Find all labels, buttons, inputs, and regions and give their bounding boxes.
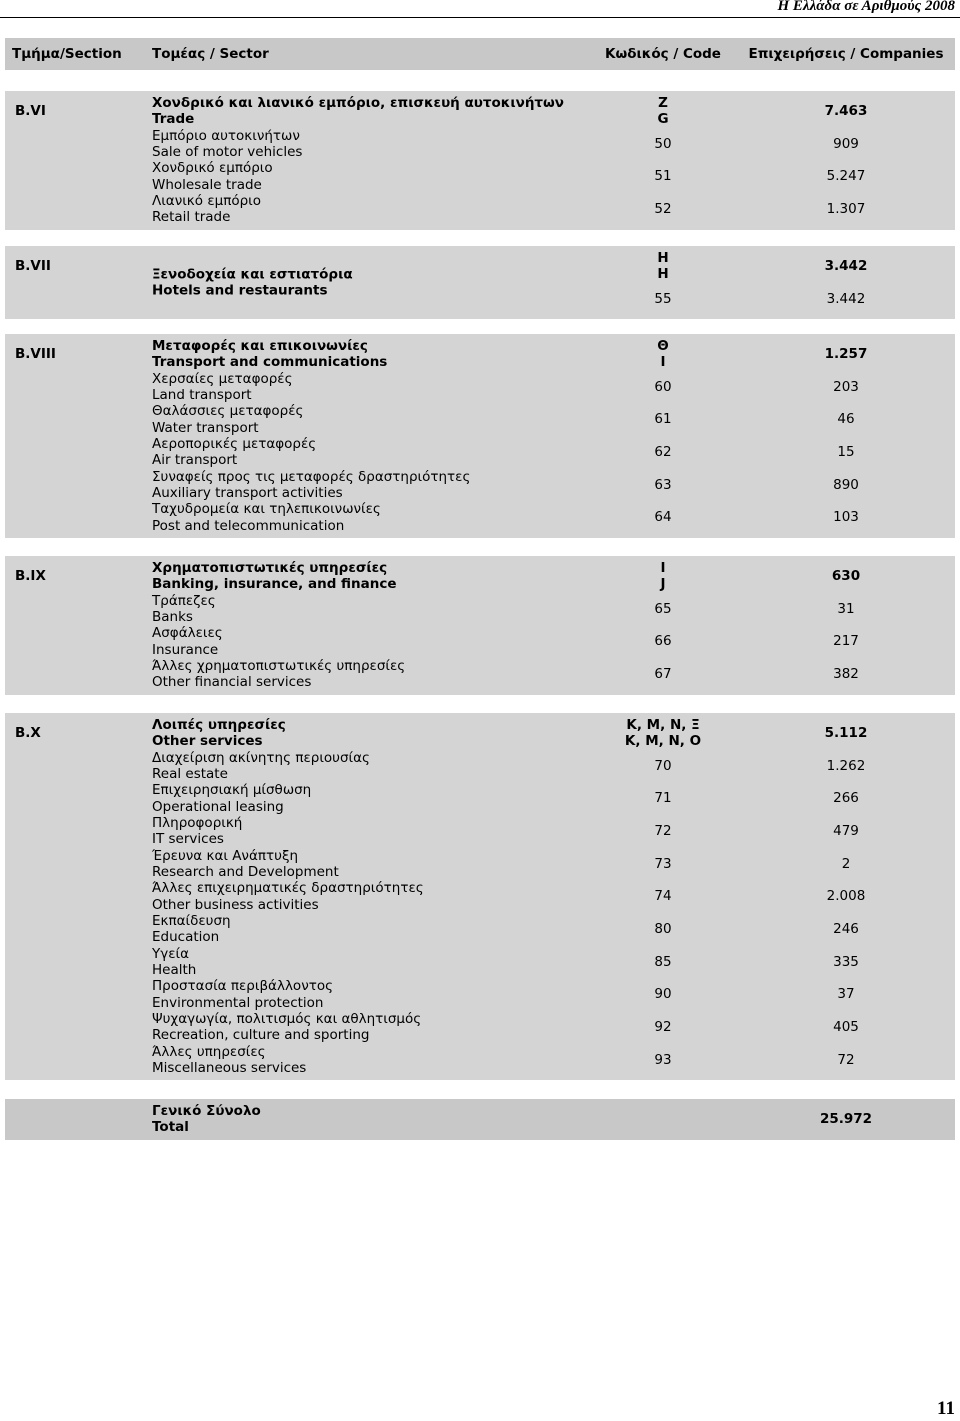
- subsector-name: [152, 371, 293, 404]
- companies-count: 2: [841, 855, 851, 872]
- companies-count: 382: [833, 665, 859, 682]
- subsector-name: [152, 848, 339, 881]
- subsector-row: [5, 946, 955, 979]
- subsector-name: [152, 1044, 306, 1077]
- subsector-name-en: Auxiliary transport activities: [152, 484, 343, 501]
- companies-count: 909: [833, 135, 859, 152]
- nace-code: 62: [654, 443, 672, 460]
- companies-count: 5.247: [826, 168, 866, 185]
- subsector-name-el: Συναφείς προς τις μεταφορές δραστηριότητες: [152, 468, 471, 485]
- subsector-name-el: Πληροφορική: [152, 814, 243, 831]
- section-block: [5, 713, 955, 1080]
- subsector-name-el: Εκπαίδευση: [152, 912, 231, 929]
- subsector-row: [5, 403, 955, 436]
- nace-code-en: I: [660, 354, 666, 371]
- subsector-row: [5, 371, 955, 404]
- section-codes: [583, 95, 743, 128]
- subsector-name-el: Επιχειρησιακή μίσθωση: [152, 782, 312, 799]
- subsector-name-el: Υγεία: [152, 945, 189, 962]
- subsector-name: [152, 469, 470, 502]
- nace-code: 92: [654, 1018, 672, 1035]
- subsector-name-el: Άλλες επιχειρηματικές δραστηριότητες: [152, 880, 424, 897]
- subsector-name-en: Water transport: [152, 419, 259, 436]
- nace-code: 85: [654, 953, 672, 970]
- nace-code: 67: [654, 665, 672, 682]
- subsector-row: [5, 193, 955, 226]
- section-codes: [583, 717, 743, 750]
- subsector-row: [5, 658, 955, 691]
- subsector-name-el: Τράπεζες: [152, 592, 216, 609]
- subsector-name: [152, 913, 231, 946]
- subsector-row: [5, 815, 955, 848]
- subsector-name: [152, 880, 424, 913]
- nace-code: 93: [654, 1051, 672, 1068]
- subsector-name: [152, 128, 302, 161]
- companies-count: 103: [833, 509, 859, 526]
- companies-count: 266: [833, 790, 859, 807]
- subsector-name-en: Sale of motor vehicles: [152, 143, 303, 160]
- companies-count: 15: [837, 443, 855, 460]
- grand-total-label: [152, 1103, 261, 1136]
- subsector-name-en: Air transport: [152, 452, 238, 469]
- nace-code: 65: [654, 600, 672, 617]
- subsector-row: [5, 1044, 955, 1077]
- grand-total-companies: 25.972: [819, 1111, 873, 1127]
- section-header-row: [5, 250, 955, 283]
- section-block: [5, 246, 955, 319]
- nace-code: 51: [654, 168, 672, 185]
- subsector-name-en: Retail trade: [152, 209, 231, 226]
- section-companies-total: 1.257: [824, 346, 868, 362]
- nace-code-en: G: [657, 111, 669, 128]
- subsector-name-el: Χονδρικό εμπόριο: [152, 160, 273, 177]
- subsector-name-el: Ψυχαγωγία, πολιτισμός και αθλητισμός: [152, 1010, 422, 1027]
- subsector-name-en: Recreation, culture and sporting: [152, 1027, 370, 1044]
- section-header-row: [5, 95, 955, 128]
- subsector-name: [152, 750, 370, 783]
- sector-name-en: Other services: [152, 733, 263, 750]
- nace-code: 70: [654, 757, 672, 774]
- subsector-name-el: Ασφάλειες: [152, 625, 223, 642]
- section-block: [5, 556, 955, 695]
- nace-code: 63: [654, 476, 672, 493]
- subsector-name: [152, 436, 316, 469]
- subsector-name: [152, 501, 381, 534]
- nace-code: 71: [654, 790, 672, 807]
- subsector-row: [5, 782, 955, 815]
- sector-name: [152, 338, 387, 371]
- subsector-row: [5, 160, 955, 193]
- companies-count: 203: [833, 378, 859, 395]
- sector-name-el: Λοιπές υπηρεσίες: [152, 717, 286, 733]
- section-companies-total: 5.112: [824, 725, 868, 741]
- subsector-row: [5, 1011, 955, 1044]
- companies-count: 335: [833, 953, 859, 970]
- subsector-name-en: Miscellaneous services: [152, 1059, 307, 1076]
- subsector-name: [152, 782, 311, 815]
- nace-code: 55: [654, 290, 672, 307]
- subsector-row: [5, 625, 955, 658]
- running-header: Η Ελλάδα σε Αριθμούς 2008: [777, 0, 955, 14]
- subsector-name-el: Άλλες χρηματοπιστωτικές υπηρεσίες: [152, 657, 406, 674]
- nace-code-en: K, M, N, O: [624, 733, 702, 750]
- subsector-name: [152, 625, 223, 658]
- companies-count: 217: [833, 633, 859, 650]
- companies-count: 405: [833, 1018, 859, 1035]
- sector-name-el: Χονδρικό και λιανικό εμπόριο, επισκευή αυτοκινήτων: [152, 95, 564, 111]
- companies-count: 479: [833, 822, 859, 839]
- subsector-row: [5, 469, 955, 502]
- subsector-name-en: Education: [152, 929, 220, 946]
- subsector-name: [152, 593, 216, 626]
- companies-count: 46: [837, 411, 855, 428]
- sector-name-el: Μεταφορές και επικοινωνίες: [152, 338, 368, 354]
- sector-name-el: Χρηματοπιστωτικές υπηρεσίες: [152, 560, 388, 576]
- nace-code-el: Ι: [660, 560, 666, 576]
- subsector-name-el: Έρευνα και Ανάπτυξη: [152, 847, 299, 864]
- subsector-row: [5, 128, 955, 161]
- subsector-row: [5, 913, 955, 946]
- subsector-name-el: Εμπόριο αυτοκινήτων: [152, 127, 300, 144]
- sector-name: [152, 560, 397, 593]
- nace-code-el: Θ: [657, 338, 669, 354]
- nace-code: 60: [654, 378, 672, 395]
- sector-name: [152, 95, 564, 128]
- section-label: B.VIII: [15, 346, 56, 362]
- section-codes: [583, 338, 743, 371]
- subsector-name: [152, 658, 405, 691]
- sector-name-en: Transport and communications: [152, 354, 388, 371]
- section-header-row: [5, 338, 955, 371]
- subsector-name-en: Environmental protection: [152, 994, 324, 1011]
- nace-code: 73: [654, 855, 672, 872]
- section-companies-total: 630: [831, 568, 861, 584]
- section-label: B.X: [15, 725, 41, 741]
- table-header: [5, 38, 955, 70]
- subsector-name-en: Research and Development: [152, 863, 339, 880]
- nace-code: 72: [654, 822, 672, 839]
- grand-total-row: [5, 1099, 955, 1140]
- subsector-name-en: Wholesale trade: [152, 176, 262, 193]
- subsector-name-en: IT services: [152, 831, 224, 848]
- companies-count: 246: [833, 920, 859, 937]
- subsector-name: [152, 815, 242, 848]
- header-sector: Τομέας / Sector: [152, 46, 269, 62]
- nace-code-en: J: [660, 576, 666, 593]
- subsector-name-el: Προστασία περιβάλλοντος: [152, 978, 334, 995]
- section-codes: [583, 560, 743, 593]
- nace-code-el: Η: [657, 250, 669, 266]
- page-number: 11: [937, 1398, 955, 1419]
- subsector-name-el: Χερσαίες μεταφορές: [152, 370, 293, 387]
- nace-code: 74: [654, 888, 672, 905]
- grand-total-inner: [5, 1103, 955, 1136]
- nace-code: 66: [654, 633, 672, 650]
- nace-code: 64: [654, 509, 672, 526]
- section-header-row: [5, 717, 955, 750]
- header-companies: Επιχειρήσεις / Companies: [748, 46, 944, 62]
- nace-code-el: Κ, Μ, Ν, Ξ: [626, 717, 700, 733]
- companies-count: 2.008: [826, 888, 866, 905]
- nace-code-en: H: [657, 266, 669, 283]
- subsector-name: [152, 1011, 421, 1044]
- subsector-name-en: Land transport: [152, 386, 252, 403]
- section-codes: [583, 250, 743, 283]
- nace-code: 61: [654, 411, 672, 428]
- companies-count: 1.262: [826, 757, 866, 774]
- subsector-name-en: Insurance: [152, 641, 219, 658]
- section-companies-total: 7.463: [824, 103, 868, 119]
- section-block: [5, 91, 955, 230]
- companies-count: 3.442: [826, 290, 866, 307]
- subsector-name-en: Real estate: [152, 765, 228, 782]
- subsector-name-en: Operational leasing: [152, 798, 284, 815]
- companies-count: 37: [837, 986, 855, 1003]
- subsector-row: [5, 750, 955, 783]
- subsector-name-el: Θαλάσσιες μεταφορές: [152, 403, 304, 420]
- companies-count: 1.307: [826, 200, 866, 217]
- subsector-row: [5, 283, 955, 316]
- header-rule: [0, 17, 960, 18]
- sector-name: [152, 717, 286, 750]
- grand-total-label-en: Total: [152, 1119, 189, 1136]
- subsector-row: [5, 436, 955, 469]
- companies-count: 890: [833, 476, 859, 493]
- subsector-row: [5, 501, 955, 534]
- companies-count: 31: [837, 600, 855, 617]
- nace-code: 80: [654, 920, 672, 937]
- subsector-name-el: Άλλες υπηρεσίες: [152, 1043, 266, 1060]
- sector-name-en: Banking, insurance, and finance: [152, 576, 397, 593]
- section-companies-total: 3.442: [824, 258, 868, 274]
- subsector-name-en: Health: [152, 961, 197, 978]
- subsector-row: [5, 593, 955, 626]
- subsector-name-en: Post and telecommunication: [152, 517, 345, 534]
- section-label: B.VII: [15, 258, 51, 274]
- subsector-row: [5, 880, 955, 913]
- subsector-name: [152, 193, 261, 226]
- companies-count: 72: [837, 1051, 855, 1068]
- grand-total-label-el: Γενικό Σύνολο: [152, 1103, 261, 1119]
- subsector-name-en: Other financial services: [152, 674, 312, 691]
- subsector-name-el: Ταχυδρομεία και τηλεπικοινωνίες: [152, 501, 381, 518]
- section-block: [5, 334, 955, 538]
- subsector-name: [152, 946, 196, 979]
- nace-code: 50: [654, 135, 672, 152]
- sector-name-el: Ξενοδοχεία και εστιατόρια: [152, 266, 353, 283]
- sector-name-en: Trade: [152, 111, 195, 128]
- subsector-row: [5, 978, 955, 1011]
- nace-code: 52: [654, 200, 672, 217]
- subsector-row: [5, 848, 955, 881]
- subsector-name-el: Διαχείριση ακίνητης περιουσίας: [152, 749, 370, 766]
- subsector-name-el: Αεροπορικές μεταφορές: [152, 435, 317, 452]
- sector-name-en: Hotels and restaurants: [152, 282, 328, 299]
- section-label: B.IX: [15, 568, 46, 584]
- subsector-name: [152, 403, 303, 436]
- section-header-row: [5, 560, 955, 593]
- header-code: Κωδικός / Code: [605, 46, 721, 62]
- header-section: Τμήμα/Section: [12, 46, 122, 62]
- subsector-name: [152, 978, 333, 1011]
- subsector-name: [152, 160, 273, 193]
- section-label: B.VI: [15, 103, 46, 119]
- subsector-name-el: Λιανικό εμπόριο: [152, 192, 261, 209]
- nace-code-el: Ζ: [658, 95, 668, 111]
- subsector-name-en: Banks: [152, 608, 193, 625]
- subsector-name-en: Other business activities: [152, 896, 319, 913]
- nace-code: 90: [654, 986, 672, 1003]
